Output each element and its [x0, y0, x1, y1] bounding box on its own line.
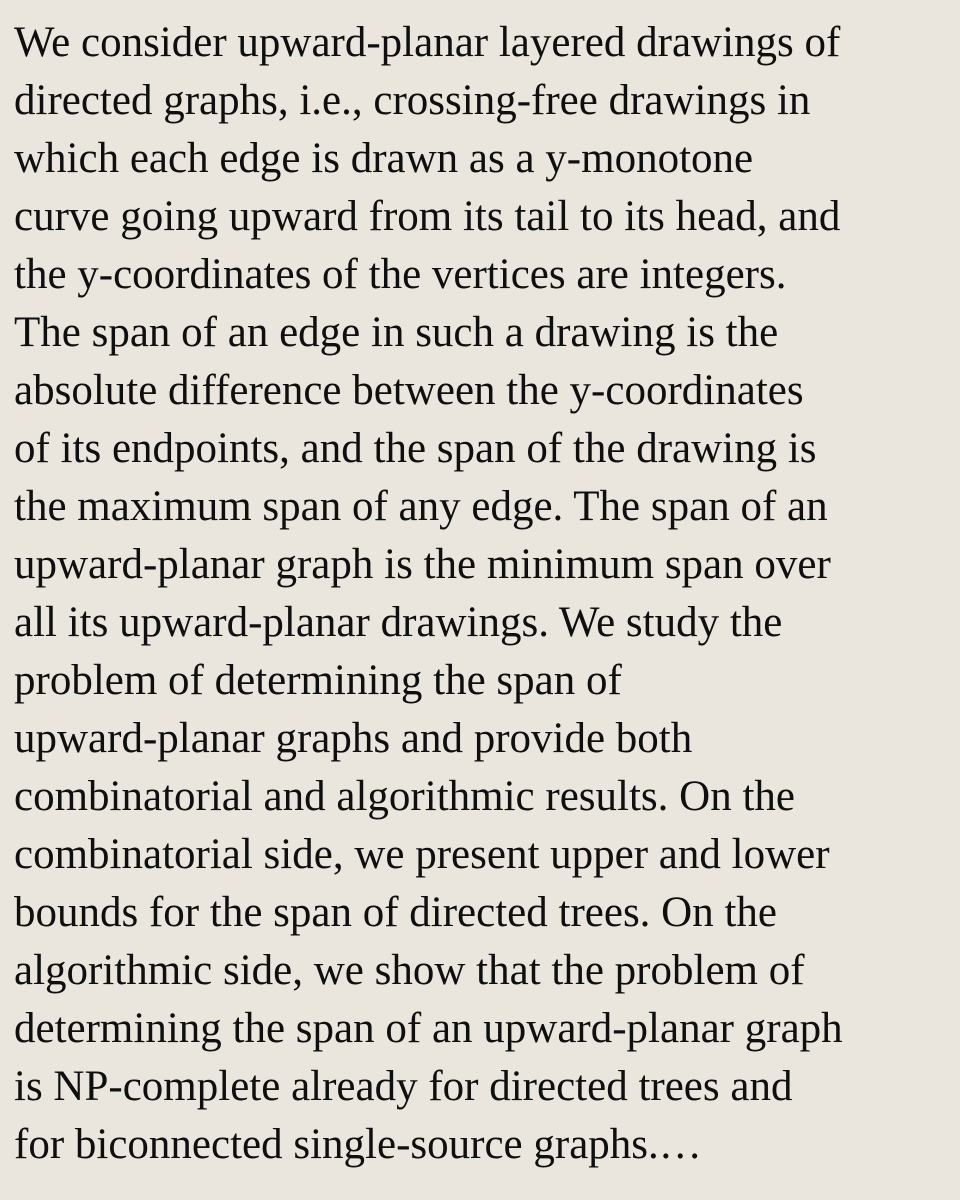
abstract-line: upward-planar graphs and provide both: [14, 715, 693, 762]
abstract-line: bounds for the span of directed trees. On the: [14, 889, 778, 936]
abstract-line: combinatorial and algorithmic results. On the: [14, 773, 795, 820]
abstract-line: determining the span of an upward-planar graph: [14, 1005, 843, 1052]
abstract-line: absolute difference between the y-coordinates: [14, 367, 804, 414]
abstract-line: upward-planar graph is the minimum span over: [14, 541, 831, 588]
abstract-line: We consider upward-planar layered drawings of: [14, 19, 841, 66]
abstract-line: of its endpoints, and the span of the drawing is: [14, 425, 817, 472]
abstract-line: which each edge is drawn as a y-monotone: [14, 135, 754, 182]
abstract-line: the y-coordinates of the vertices are integers.: [14, 251, 787, 298]
abstract-line: is NP-complete already for directed trees and: [14, 1063, 793, 1110]
abstract-line: for biconnected single-source graphs.…: [14, 1121, 702, 1168]
abstract-line: The span of an edge in such a drawing is the: [14, 309, 779, 356]
abstract-line: problem of determining the span of: [14, 657, 622, 704]
abstract-line: algorithmic side, we show that the problem of: [14, 947, 805, 994]
abstract-line: all its upward-planar drawings. We study the: [14, 599, 783, 646]
abstract-line: directed graphs, i.e., crossing-free drawings in: [14, 77, 811, 124]
abstract-text: [14, 14, 954, 1174]
abstract-line: combinatorial side, we present upper and lower: [14, 831, 830, 878]
abstract-line: the maximum span of any edge. The span of an: [14, 483, 828, 530]
abstract-line: curve going upward from its tail to its head, and: [14, 193, 841, 240]
